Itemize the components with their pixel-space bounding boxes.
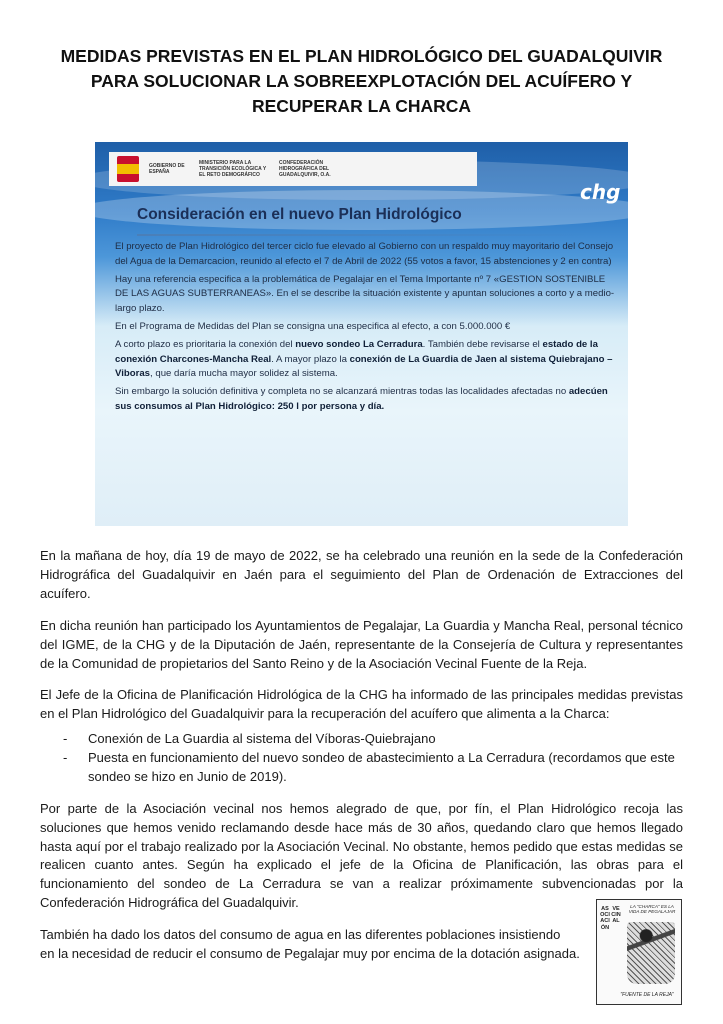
slide-divider (137, 234, 587, 236)
slide-paragraph: A corto plazo es prioritaria la conexión del nuevo sondeo La Cerradura. También debe revisarse el estado de la conexión Charcones-Mancha Real. A mayor plazo la conexión de La Guardia de Jaen al sistema Quiebrajano –Viboras, que daría mucha mayor solidez al sistema. (115, 339, 613, 380)
paragraph-measures-intro: El Jefe de la Oficina de Planificación Hidrológica de la CHG ha informado de las principales medidas previstas en el Plan Hidrológico del Guadalquivir para la recuperación del acuífero que alimenta a la Charca: (40, 687, 683, 721)
coat-of-arms-icon (117, 156, 139, 182)
logo-motto: LA "CHARCA" ES LA VIDA DE PEGALAJAR (628, 904, 676, 915)
paragraph-meeting: En la mañana de hoy, día 19 de mayo de 2022, se ha celebrado una reunión en la sede de la Confederación Hidrográfica del Guadalquivir en Jaén para el seguimiento del Plan de Ordenación de Extracciones del acuífero. (40, 548, 683, 601)
title-line-1: MEDIDAS PREVISTAS EN EL PLAN HIDROLÓGICO DEL GUADALQUIVIR (60, 46, 663, 66)
document-title (40, 44, 683, 119)
confederation-label: CONFEDERACIÓN HIDROGRÁFICA DEL GUADALQUIVIR, O.A. (279, 160, 331, 178)
figure-illustration-icon (627, 922, 675, 984)
gov-label: GOBIERNO DE ESPAÑA (149, 163, 185, 175)
slide-paragraph: Hay una referencia especifica a la problemática de Pegalajar en el Tema Importante nº 7 «GESTION SOSTENIBLE DE LAS AGUAS SUBTERRANEAS». En el se describe la situación existente y apuntan soluciones a corto y a medio-largo plazo. (115, 273, 615, 314)
government-header (109, 152, 477, 186)
logo-vertical-text: VECINAL (611, 906, 621, 925)
logo-footer: "FUENTE DE LA REJA" (620, 992, 674, 998)
paragraph-association: Por parte de la Asociación vecinal nos hemos alegrado de que, por fín, el Plan Hidrológico recoja las soluciones que hemos venido reclamando desde hace más de 30 años, quedando claro que hemos llegado hasta aquí por el trabajo realizado por la Asociación Vecinal. No obstante, hemos pedido que estas medidas se realicen cuanto antes. Según ha explicado el jefe de la Oficina de Planificación, las obras para el funcionamiento del sondeo de La Cerradura se van a realizar próximamente subvencionadas por la Confederación Hidrográfica del Guadalquivir. (40, 801, 683, 910)
paragraph-consumption (40, 926, 600, 964)
slide-paragraph: En el Programa de Medidas del Plan se consigna una especifica al efecto, a con 5.000.000 € (115, 320, 511, 332)
chg-logo: chg (580, 180, 621, 204)
title-line-2: PARA SOLUCIONAR LA SOBREEXPLOTACIÓN DEL ACUÍFERO Y (90, 71, 633, 91)
presentation-slide-photo (95, 142, 628, 526)
title-line-3: RECUPERAR LA CHARCA (251, 96, 472, 116)
slide-paragraph: El proyecto de Plan Hidrológico del tercer ciclo fue elevado al Gobierno con un respaldo muy mayoritario del Consejo del Agua de la Demarcacion, reunido al efecto el 7 de Abril de 2022 (55 votos a favor, 15 abstenciones y 2 en contra) (115, 241, 614, 267)
list-item: - Puesta en funcionamiento del nuevo sondeo de abastecimiento a La Cerradura (recordamos que este sondeo se hizo en Junio de 2019). (63, 749, 683, 787)
slide-heading: Consideración en el nuevo Plan Hidrológico (137, 206, 462, 223)
list-item: - Conexión de La Guardia al sistema del Víboras-Quiebrajano (63, 730, 683, 749)
consumption-line-1: También ha dado los datos del consumo de agua en las diferentes poblaciones insistiendo (40, 927, 561, 942)
measures-list (63, 730, 683, 786)
association-logo (596, 899, 682, 1005)
consumption-line-2: en la necesidad de reducir el consumo de Pegalajar muy por encima de la dotación asignada. (40, 945, 580, 961)
slide-paragraph: Sin embargo la solución definitiva y completa no se alcanzará mientras todas las localidades afectadas no adecúen sus consumos al Plan Hidrológico: 250 l por persona y día. (115, 386, 608, 412)
logo-vertical-text: ASOCIACIÓN (600, 906, 610, 931)
slide-body (115, 240, 615, 418)
paragraph-participants: En dicha reunión han participado los Ayuntamientos de Pegalajar, La Guardia y Mancha Real, personal técnico del IGME, de la CHG y de la Diputación de Jaén, representante de la Consejería de Cultura y representantes de la Comunidad de propietarios del Santo Reino y de la Asociación Vecinal Fuente de la Reja. (40, 618, 683, 671)
ministry-label: MINISTERIO PARA LA TRANSICIÓN ECOLÓGICA Y EL RETO DEMOGRÁFICO (199, 160, 267, 178)
